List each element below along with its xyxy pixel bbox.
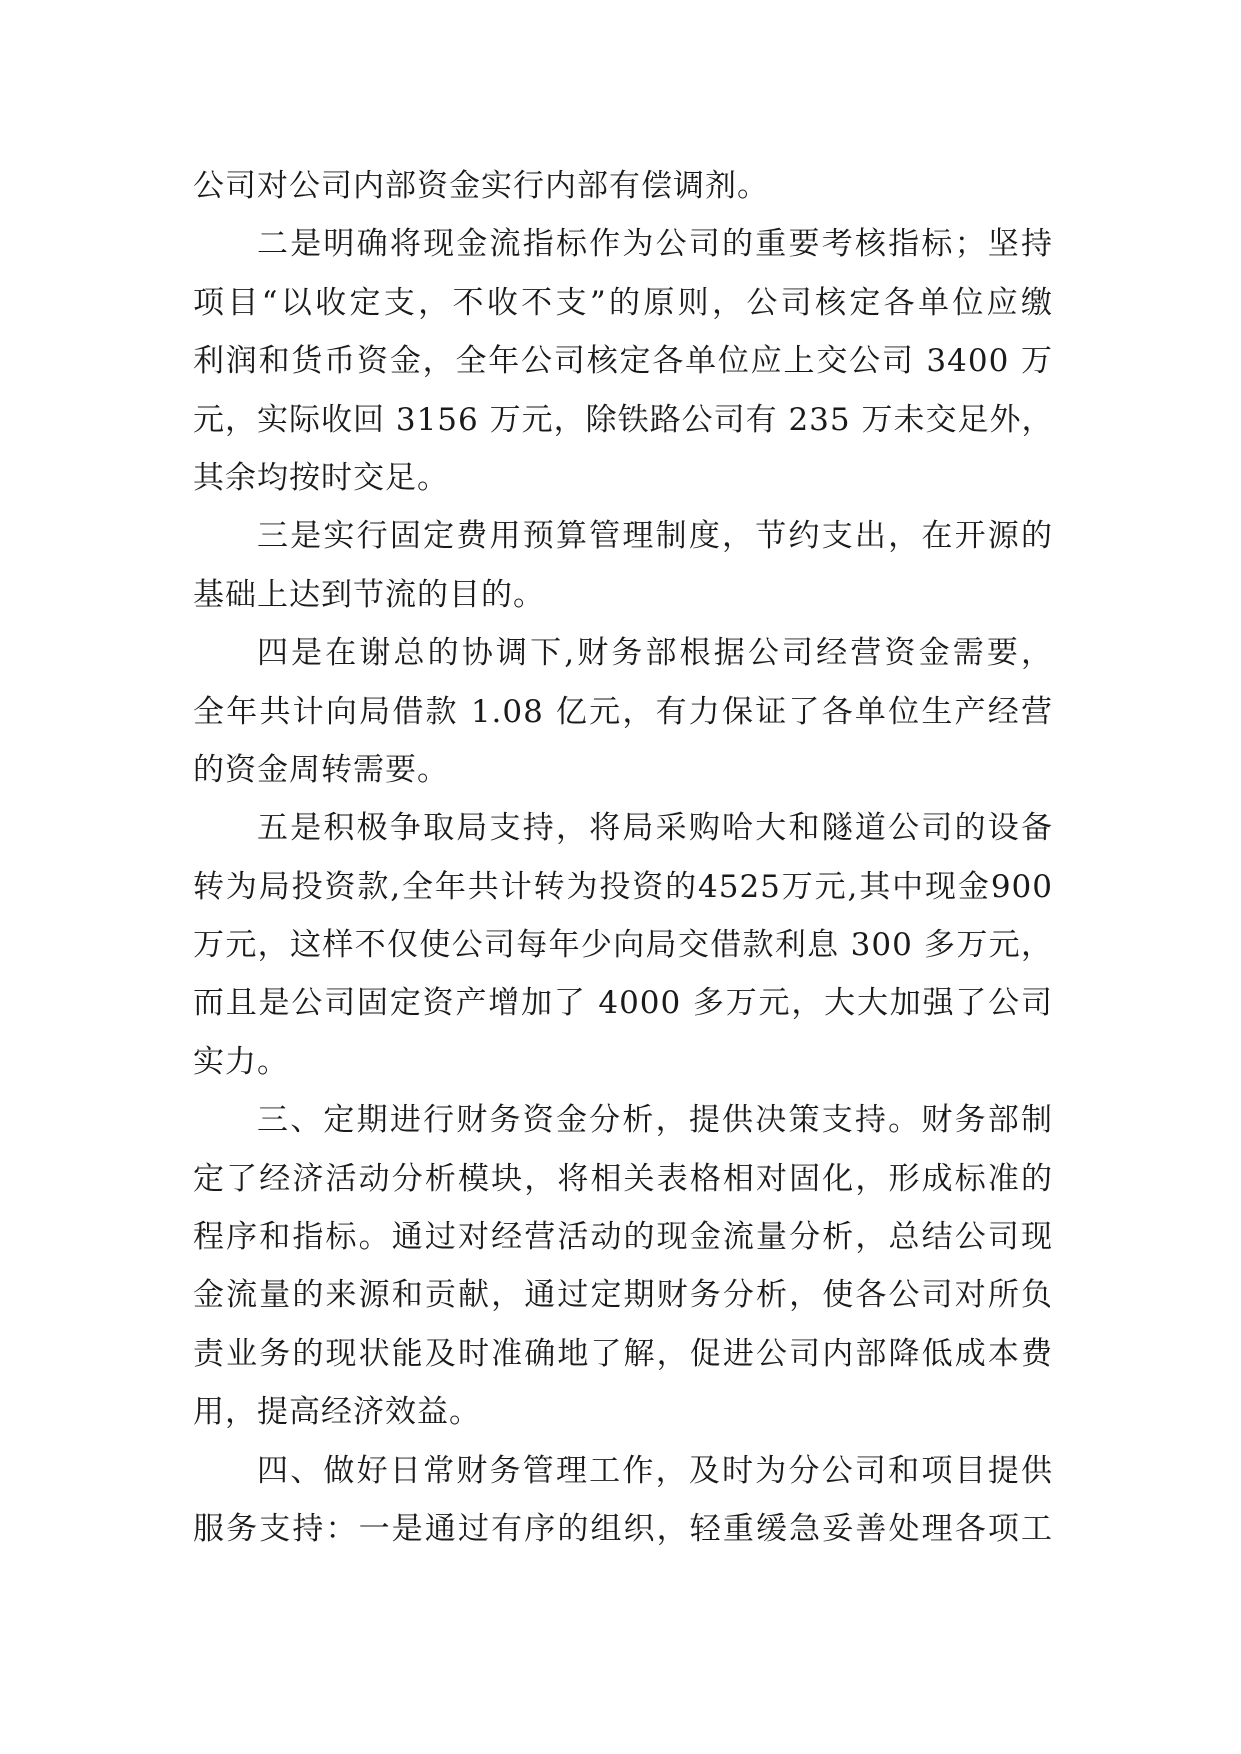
text-line: 用，提高经济效益。	[193, 1394, 481, 1431]
text-line: 万元，这样不仅使公司每年少向局交借款利息 300 多万元，	[193, 927, 1053, 964]
text-line: 四、做好日常财务管理工作，及时为分公司和项目提供	[257, 1452, 1053, 1489]
text-line: 全年共计向局借款 1.08 亿元，有力保证了各单位生产经营	[193, 693, 1053, 730]
text-line: 利润和货币资金，全年公司核定各单位应上交公司 3400 万	[193, 343, 1053, 380]
text-line: 基础上达到节流的目的。	[193, 576, 545, 613]
text-line: 二是明确将现金流指标作为公司的重要考核指标；坚持	[257, 226, 1053, 263]
text-line: 其余均按时交足。	[193, 459, 449, 496]
body-text	[193, 157, 1053, 1558]
text-line: 项目“以收定支，不收不支”的原则，公司核定各单位应缴	[193, 284, 1053, 321]
text-line: 三是实行固定费用预算管理制度，节约支出，在开源的	[257, 518, 1053, 555]
text-line: 金流量的来源和贡献，通过定期财务分析，使各公司对所负	[193, 1277, 1053, 1314]
text-line: 定了经济活动分析模块，将相关表格相对固化，形成标准的	[193, 1160, 1053, 1197]
text-line: 转为局投资款,全年共计转为投资的4525万元,其中现金900	[193, 868, 1053, 905]
text-line: 三、定期进行财务资金分析，提供决策支持。财务部制	[257, 1102, 1053, 1139]
text-line: 五是积极争取局支持，将局采购哈大和隧道公司的设备	[257, 810, 1053, 847]
text-line: 而且是公司固定资产增加了 4000 多万元，大大加强了公司	[193, 985, 1053, 1022]
text-line: 服务支持：一是通过有序的组织，轻重缓急妥善处理各项工	[193, 1510, 1053, 1547]
text-line: 责业务的现状能及时准确地了解，促进公司内部降低成本费	[193, 1335, 1053, 1372]
text-line: 四是在谢总的协调下,财务部根据公司经营资金需要，	[257, 635, 1053, 672]
text-line: 程序和指标。通过对经营活动的现金流量分析，总结公司现	[193, 1219, 1053, 1256]
text-line: 公司对公司内部资金实行内部有偿调剂。	[193, 168, 769, 204]
text-line: 实力。	[193, 1043, 289, 1080]
text-line: 元，实际收回 3156 万元，除铁路公司有 235 万未交足外，	[193, 401, 1054, 438]
text-line: 的资金周转需要。	[193, 751, 449, 788]
